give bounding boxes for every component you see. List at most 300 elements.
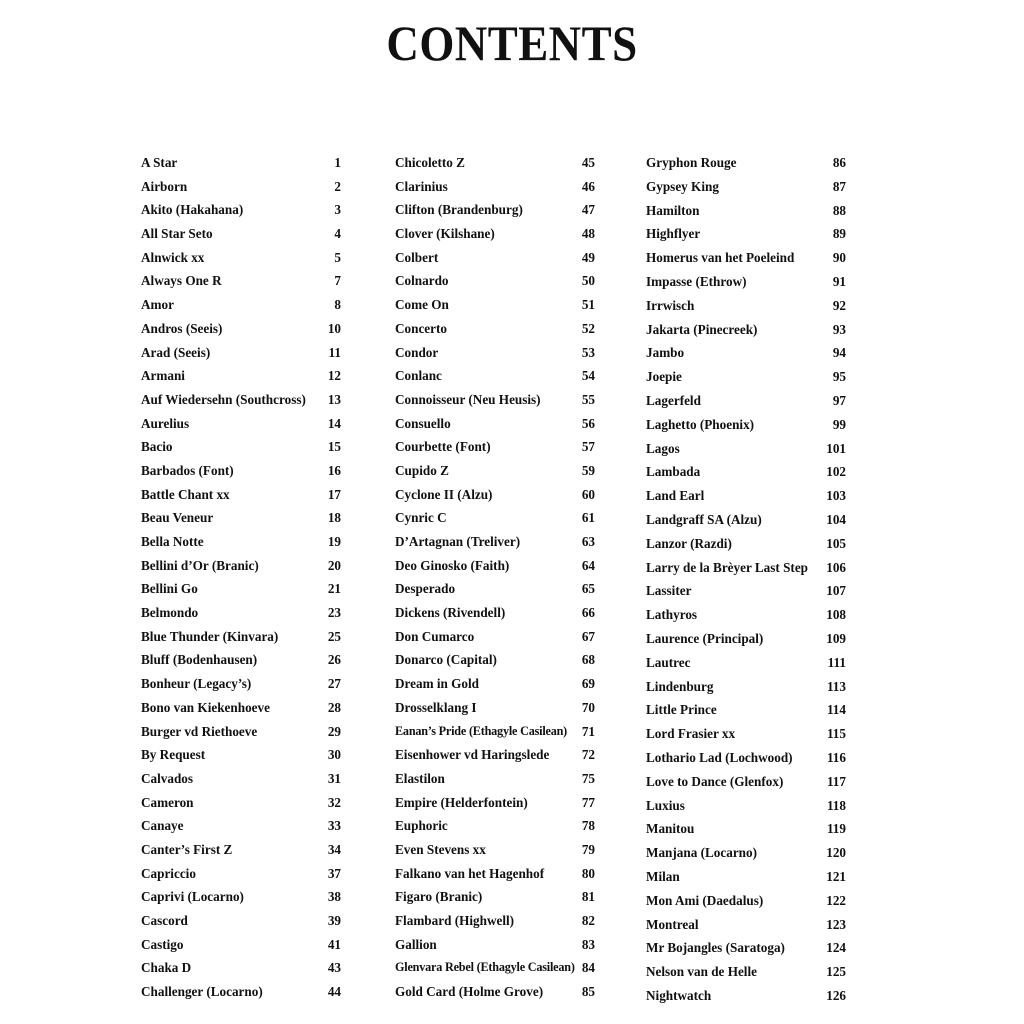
contents-entry: [646, 746, 846, 770]
entry-name: Land Earl: [646, 488, 705, 504]
entry-name: Milan: [646, 868, 680, 884]
entry-page-number: 31: [327, 770, 341, 786]
entry-page-number: 20: [327, 557, 341, 573]
entry-page-number: 108: [826, 607, 846, 623]
entry-page-number: 8: [334, 297, 341, 313]
contents-entry: [646, 651, 846, 675]
entry-page-number: 107: [826, 583, 846, 599]
entry-name: Arad (Seeis): [141, 344, 211, 360]
entry-page-number: 30: [327, 747, 341, 763]
entry-page-number: 66: [581, 605, 595, 621]
entry-name: Falkano van het Hagenhof: [395, 865, 545, 881]
entry-page-number: 63: [581, 534, 595, 549]
contents-entry: [395, 933, 595, 957]
entry-name: Highflyer: [646, 226, 701, 242]
contents-entry: [395, 198, 595, 222]
contents-entry: [646, 627, 846, 651]
contents-entry: [395, 885, 595, 909]
entry-page-number: 37: [327, 865, 341, 881]
entry-name: Condor: [395, 344, 439, 360]
entry-name: Jakarta (Pinecreek): [646, 321, 758, 337]
entry-page-number: 99: [832, 416, 846, 432]
entry-page-number: 119: [826, 821, 846, 837]
contents-entry: [646, 270, 846, 294]
contents-entry: [141, 862, 341, 886]
entry-page-number: 47: [581, 202, 595, 218]
entry-name: Don Cumarco: [395, 628, 475, 644]
contents-entry: [646, 794, 846, 818]
contents-entry: [646, 675, 846, 699]
entry-name: Mon Ami (Daedalus): [646, 892, 764, 908]
entry-name: Bluff (Bodenhausen): [141, 652, 258, 668]
entry-name: Gold Card (Holme Grove): [395, 984, 544, 1000]
contents-entry: [141, 246, 341, 270]
contents-entry: [395, 412, 595, 436]
entry-page-number: 43: [327, 960, 341, 976]
contents-entry: [141, 175, 341, 199]
entry-page-number: 61: [581, 510, 595, 526]
entry-page-number: 124: [826, 940, 846, 956]
contents-entry: [141, 412, 341, 436]
entry-page-number: 85: [581, 984, 595, 1000]
entry-page-number: 103: [826, 488, 846, 504]
page-title: CONTENTS: [386, 15, 638, 71]
entry-page-number: 26: [327, 652, 341, 668]
entry-page-number: 83: [581, 936, 595, 952]
entry-name: Clover (Kilshane): [395, 226, 495, 242]
entry-page-number: 87: [832, 178, 846, 194]
entry-page-number: 89: [832, 226, 846, 242]
entry-page-number: 52: [581, 320, 595, 336]
contents-entry: [395, 530, 595, 554]
entry-page-number: 105: [826, 535, 846, 551]
entry-name: Colbert: [395, 249, 439, 265]
entry-name: Donarco (Capital): [395, 652, 497, 668]
contents-entry: [646, 484, 846, 508]
entry-page-number: 57: [581, 439, 595, 455]
entry-name: Empire (Helderfontein): [395, 794, 528, 810]
entry-page-number: 69: [581, 676, 595, 692]
contents-entry: [395, 862, 595, 886]
entry-name: By Request: [141, 747, 206, 763]
contents-entry: [141, 388, 341, 412]
contents-entry: [646, 413, 846, 437]
contents-entry: [395, 222, 595, 246]
entry-page-number: 53: [581, 344, 595, 360]
entry-page-number: 54: [581, 368, 595, 384]
contents-entry: [141, 980, 341, 1004]
entry-name: Akito (Hakahana): [141, 202, 244, 218]
entry-page-number: 13: [327, 391, 341, 407]
contents-entry: [141, 435, 341, 459]
contents-entry: [395, 767, 595, 791]
contents-entry: [646, 770, 846, 794]
entry-page-number: 77: [581, 794, 595, 810]
entry-page-number: 60: [581, 486, 595, 502]
entry-page-number: 71: [581, 723, 595, 739]
entry-name: A Star: [141, 155, 178, 170]
entry-name: Euphoric: [395, 818, 448, 834]
contents-entry: [141, 601, 341, 625]
entry-page-number: 88: [832, 202, 846, 218]
contents-entry: [646, 603, 846, 627]
entry-page-number: 46: [581, 178, 595, 194]
entry-name: Laghetto (Phoenix): [646, 416, 755, 432]
entry-page-number: 126: [826, 987, 846, 1003]
contents-entry: [395, 435, 595, 459]
entry-page-number: 45: [581, 155, 595, 170]
entry-name: Bonheur (Legacy’s): [141, 676, 252, 692]
entry-page-number: 65: [581, 581, 595, 597]
contents-column-2: [395, 151, 595, 1004]
contents-entry: [646, 294, 846, 318]
entry-name: Manjana (Locarno): [646, 845, 757, 861]
entry-page-number: 50: [581, 273, 595, 289]
entry-name: Hamilton: [646, 202, 700, 218]
entry-page-number: 117: [826, 773, 846, 789]
contents-entry: [395, 577, 595, 601]
entry-name: Joepie: [646, 369, 682, 385]
contents-entry: [141, 198, 341, 222]
entry-name: Lanzor (Razdi): [646, 535, 732, 551]
entry-name: Mr Bojangles (Saratoga): [646, 940, 785, 956]
entry-name: Laurence (Principal): [646, 630, 764, 646]
entry-name: All Star Seto: [141, 226, 213, 242]
contents-entry: [141, 269, 341, 293]
entry-page-number: 28: [327, 699, 341, 715]
entry-name: Connoisseur (Neu Heusis): [395, 391, 541, 407]
entry-page-number: 102: [826, 464, 846, 480]
contents-entry: [141, 767, 341, 791]
entry-page-number: 2: [334, 178, 341, 194]
entry-name: Amor: [141, 297, 174, 313]
contents-entry: [646, 365, 846, 389]
entry-page-number: 44: [327, 984, 341, 1000]
contents-entry: [646, 222, 846, 246]
entry-name: Love to Dance (Glenfox): [646, 773, 784, 789]
contents-entry: [141, 577, 341, 601]
entry-name: Jambo: [646, 345, 685, 361]
entry-page-number: 15: [327, 439, 341, 455]
contents-entry: [141, 648, 341, 672]
entry-name: Capriccio: [141, 865, 196, 881]
entry-page-number: 80: [581, 865, 595, 881]
entry-page-number: 10: [327, 320, 341, 336]
entry-name: Cynric C: [395, 510, 447, 526]
entry-page-number: 48: [581, 226, 595, 242]
entry-name: Flambard (Highwell): [395, 913, 515, 928]
contents-entry: [141, 720, 341, 744]
entry-page-number: 49: [581, 249, 595, 265]
contents-entry: [395, 317, 595, 341]
entry-page-number: 32: [327, 794, 341, 810]
contents-entry: [646, 556, 846, 580]
contents-entry: [395, 720, 595, 744]
entry-name: Manitou: [646, 821, 695, 837]
entry-page-number: 17: [327, 486, 341, 502]
entry-name: Nightwatch: [646, 987, 712, 1003]
contents-entry: [395, 980, 595, 1004]
entry-name: Chaka D: [141, 960, 192, 976]
entry-page-number: 79: [581, 841, 595, 857]
entry-name: Gryphon Rouge: [646, 155, 737, 170]
entry-page-number: 5: [334, 249, 341, 265]
entry-name: Airborn: [141, 178, 188, 194]
entry-name: Cyclone II (Alzu): [395, 486, 493, 502]
contents-entry: [141, 743, 341, 767]
entry-name: Conlanc: [395, 368, 442, 384]
contents-entry: [646, 841, 846, 865]
entry-page-number: 72: [581, 747, 595, 763]
entry-name: Homerus van het Poeleind: [646, 250, 795, 266]
contents-entry: [646, 936, 846, 960]
contents-entry: [141, 151, 341, 175]
contents-entry: [646, 246, 846, 270]
entry-name: Montreal: [646, 916, 699, 932]
entry-page-number: 38: [327, 889, 341, 905]
entry-page-number: 121: [826, 868, 846, 884]
contents-entry: [141, 885, 341, 909]
entry-name: Barbados (Font): [141, 462, 234, 478]
entry-page-number: 97: [832, 392, 846, 408]
entry-page-number: 78: [581, 818, 595, 834]
contents-entry: [395, 743, 595, 767]
contents-entry: [646, 960, 846, 984]
entry-name: Lathyros: [646, 607, 698, 623]
entry-page-number: 104: [826, 511, 846, 527]
entry-name: Impasse (Ethrow): [646, 273, 747, 289]
contents-entry: [646, 532, 846, 556]
entry-page-number: 95: [832, 369, 846, 385]
entry-name: Gypsey King: [646, 178, 719, 194]
contents-entry: [395, 459, 595, 483]
entry-name: Cupido Z: [395, 462, 449, 478]
entry-name: Courbette (Font): [395, 439, 491, 455]
contents-entry: [395, 814, 595, 838]
contents-entry: [646, 508, 846, 532]
entry-page-number: 18: [327, 510, 341, 526]
entry-name: Battle Chant xx: [141, 486, 230, 502]
entry-name: Nelson van de Helle: [646, 964, 757, 980]
entry-page-number: 34: [327, 841, 341, 857]
entry-page-number: 91: [832, 273, 846, 289]
entry-page-number: 25: [327, 628, 341, 644]
contents-entry: [141, 341, 341, 365]
entry-name: Dickens (Rivendell): [395, 605, 506, 621]
entry-page-number: 111: [827, 654, 846, 670]
entry-name: Dream in Gold: [395, 676, 480, 692]
entry-page-number: 19: [327, 534, 341, 549]
entry-name: Calvados: [141, 770, 194, 786]
entry-name: Auf Wiedersehn (Southcross): [141, 391, 306, 407]
entry-page-number: 81: [581, 889, 595, 905]
entry-page-number: 33: [327, 818, 341, 834]
contents-entry: [646, 889, 846, 913]
entry-page-number: 122: [826, 892, 846, 908]
entry-name: Bono van Kiekenhoeve: [141, 699, 270, 715]
contents-entry: [395, 151, 595, 175]
entry-name: Larry de la Brèyer Last Step: [646, 559, 809, 575]
contents-entry: [395, 672, 595, 696]
entry-page-number: 59: [581, 462, 595, 478]
entry-name: Bellini d’Or (Branic): [141, 557, 259, 573]
contents-entry: [395, 838, 595, 862]
entry-page-number: 4: [334, 226, 341, 242]
contents-entry: [395, 648, 595, 672]
entry-page-number: 90: [832, 250, 846, 266]
contents-entry: [395, 696, 595, 720]
entry-page-number: 75: [581, 770, 595, 786]
contents-entry: [141, 554, 341, 578]
entry-name: Elastilon: [395, 770, 445, 786]
entry-page-number: 109: [826, 630, 846, 646]
entry-page-number: 94: [832, 345, 846, 361]
entry-page-number: 116: [826, 749, 846, 765]
entry-name: Lambada: [646, 464, 701, 480]
entry-name: Caprivi (Locarno): [141, 889, 244, 905]
entry-name: D’Artagnan (Treliver): [395, 534, 521, 549]
contents-entry: [141, 696, 341, 720]
entry-page-number: 115: [826, 726, 846, 742]
entry-name: Lautrec: [646, 654, 691, 670]
contents-entry: [646, 817, 846, 841]
entry-name: Figaro (Branic): [395, 889, 483, 905]
entry-name: Concerto: [395, 320, 447, 336]
entry-page-number: 84: [581, 960, 595, 976]
contents-entry: [646, 865, 846, 889]
contents-entry: [141, 506, 341, 530]
contents-entry: [395, 909, 595, 933]
contents-entry: [395, 791, 595, 815]
entry-name: Deo Ginosko (Faith): [395, 557, 510, 573]
contents-entry: [646, 460, 846, 484]
entry-page-number: 67: [581, 628, 595, 644]
entry-name: Eisenhower vd Haringslede: [395, 747, 550, 763]
entry-page-number: 93: [832, 321, 846, 337]
contents-entry: [395, 341, 595, 365]
entry-name: Blue Thunder (Kinvara): [141, 628, 279, 644]
entry-page-number: 1: [334, 155, 341, 170]
contents-entry: [646, 984, 846, 1008]
entry-name: Consuello: [395, 415, 451, 431]
contents-entry: [646, 389, 846, 413]
entry-page-number: 39: [327, 913, 341, 928]
entry-page-number: 55: [581, 391, 595, 407]
entry-name: Lord Frasier xx: [646, 726, 736, 742]
contents-entry: [646, 151, 846, 175]
entry-page-number: 114: [826, 702, 846, 718]
contents-entry: [646, 579, 846, 603]
entry-name: Even Stevens xx: [395, 841, 486, 857]
entry-page-number: 120: [826, 845, 846, 861]
entry-name: Canaye: [141, 818, 184, 834]
contents-entry: [395, 601, 595, 625]
entry-name: Lagos: [646, 440, 680, 456]
entry-page-number: 21: [327, 581, 341, 597]
contents-entry: [395, 554, 595, 578]
entry-name: Bacio: [141, 439, 173, 455]
entry-name: Come On: [395, 297, 449, 313]
contents-entry: [141, 672, 341, 696]
contents-entry: [141, 625, 341, 649]
contents-entry: [646, 437, 846, 461]
contents-entry: [141, 364, 341, 388]
contents-entry: [395, 246, 595, 270]
entry-page-number: 16: [327, 462, 341, 478]
entry-page-number: 29: [327, 723, 341, 739]
entry-name: Bella Notte: [141, 534, 204, 549]
entry-name: Little Prince: [646, 702, 717, 718]
entry-page-number: 11: [328, 344, 341, 360]
contents-entry: [141, 909, 341, 933]
entry-page-number: 14: [327, 415, 341, 431]
entry-page-number: 51: [581, 297, 595, 313]
entry-page-number: 101: [826, 440, 846, 456]
entry-page-number: 82: [581, 913, 595, 928]
entry-page-number: 41: [327, 936, 341, 952]
entry-page-number: 64: [581, 557, 595, 573]
entry-page-number: 68: [581, 652, 595, 668]
contents-entry: [141, 814, 341, 838]
contents-column-3: [646, 151, 846, 1008]
contents-entry: [141, 483, 341, 507]
contents-entry: [395, 483, 595, 507]
entry-name: Lindenburg: [646, 678, 714, 694]
entry-name: Landgraff SA (Alzu): [646, 511, 762, 527]
entry-name: Glenvara Rebel (Ethagyle Casilean): [395, 960, 575, 975]
entry-page-number: 23: [327, 605, 341, 621]
contents-entry: [141, 530, 341, 554]
entry-name: Desperado: [395, 581, 456, 597]
entry-name: Canter’s First Z: [141, 841, 233, 857]
contents-entry: [141, 317, 341, 341]
entry-name: Gallion: [395, 936, 437, 952]
contents-entry: [646, 318, 846, 342]
contents-column-1: [141, 151, 341, 1004]
entry-name: Always One R: [141, 273, 222, 289]
entry-name: Clifton (Brandenburg): [395, 202, 523, 218]
contents-entry: [395, 506, 595, 530]
contents-entry: [141, 838, 341, 862]
contents-entry: [141, 791, 341, 815]
contents-entry: [141, 293, 341, 317]
contents-entry: [646, 175, 846, 199]
contents-entry: [646, 698, 846, 722]
contents-entry: [395, 175, 595, 199]
entry-page-number: 12: [327, 368, 341, 384]
contents-entry: [646, 913, 846, 937]
contents-entry: [646, 722, 846, 746]
entry-name: Colnardo: [395, 273, 449, 289]
entry-name: Eanan’s Pride (Ethagyle Casilean): [395, 723, 568, 738]
entry-name: Irrwisch: [646, 297, 695, 313]
entry-name: Bellini Go: [141, 581, 198, 597]
entry-page-number: 113: [826, 678, 846, 694]
contents-entry: [141, 459, 341, 483]
entry-page-number: 125: [826, 964, 846, 980]
contents-entry: [395, 625, 595, 649]
entry-name: Drosselklang I: [395, 699, 477, 715]
entry-name: Lothario Lad (Lochwood): [646, 749, 793, 765]
entry-name: Lagerfeld: [646, 392, 701, 408]
entry-page-number: 7: [334, 273, 341, 289]
entry-name: Beau Veneur: [141, 510, 214, 526]
entry-page-number: 92: [832, 297, 846, 313]
entry-name: Lassiter: [646, 583, 692, 599]
contents-entry: [141, 222, 341, 246]
entry-name: Alnwick xx: [141, 249, 205, 265]
contents-entry: [395, 293, 595, 317]
